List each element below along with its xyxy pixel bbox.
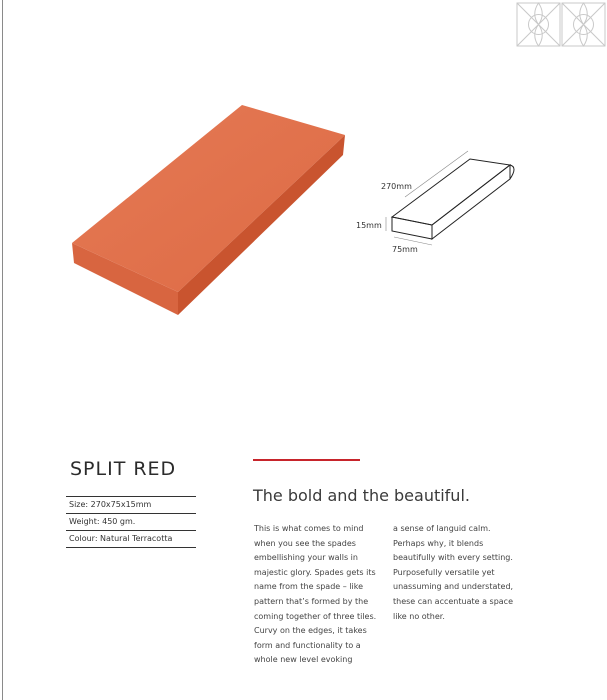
spec-size: Size: 270x75x15mm [66,496,196,513]
description-column-1: This is what comes to mind when you see the spades embellishing your walls in majestic glory. Spades gets its name from the spade – like pattern that’s formed by the coming together of three tiles. Curvy on the edges, it takes form and functionality to a whole new level evoking [254,524,377,665]
brick-tile-image [60,95,360,325]
spec-weight: Weight: 450 gm. [66,513,196,530]
page-left-border [2,0,3,700]
product-title: SPLIT RED [70,458,177,480]
description-column-2: a sense of languid calm. Perhaps why, it blends beautifully with every setting. Purposefully versatile yet unassuming and understated, these can accentuate a space like no other. [393,524,514,621]
dimension-length-label: 270mm [381,182,412,191]
dimension-thickness-label: 15mm [356,221,382,230]
dimension-diagram [350,145,530,265]
dimension-width-label: 75mm [392,245,418,254]
description-headline: The bold and the beautiful. [253,486,470,505]
brand-logo-icon [516,2,606,48]
spec-colour: Colour: Natural Terracotta [66,530,196,548]
product-specs [66,496,196,548]
accent-divider [253,459,360,461]
